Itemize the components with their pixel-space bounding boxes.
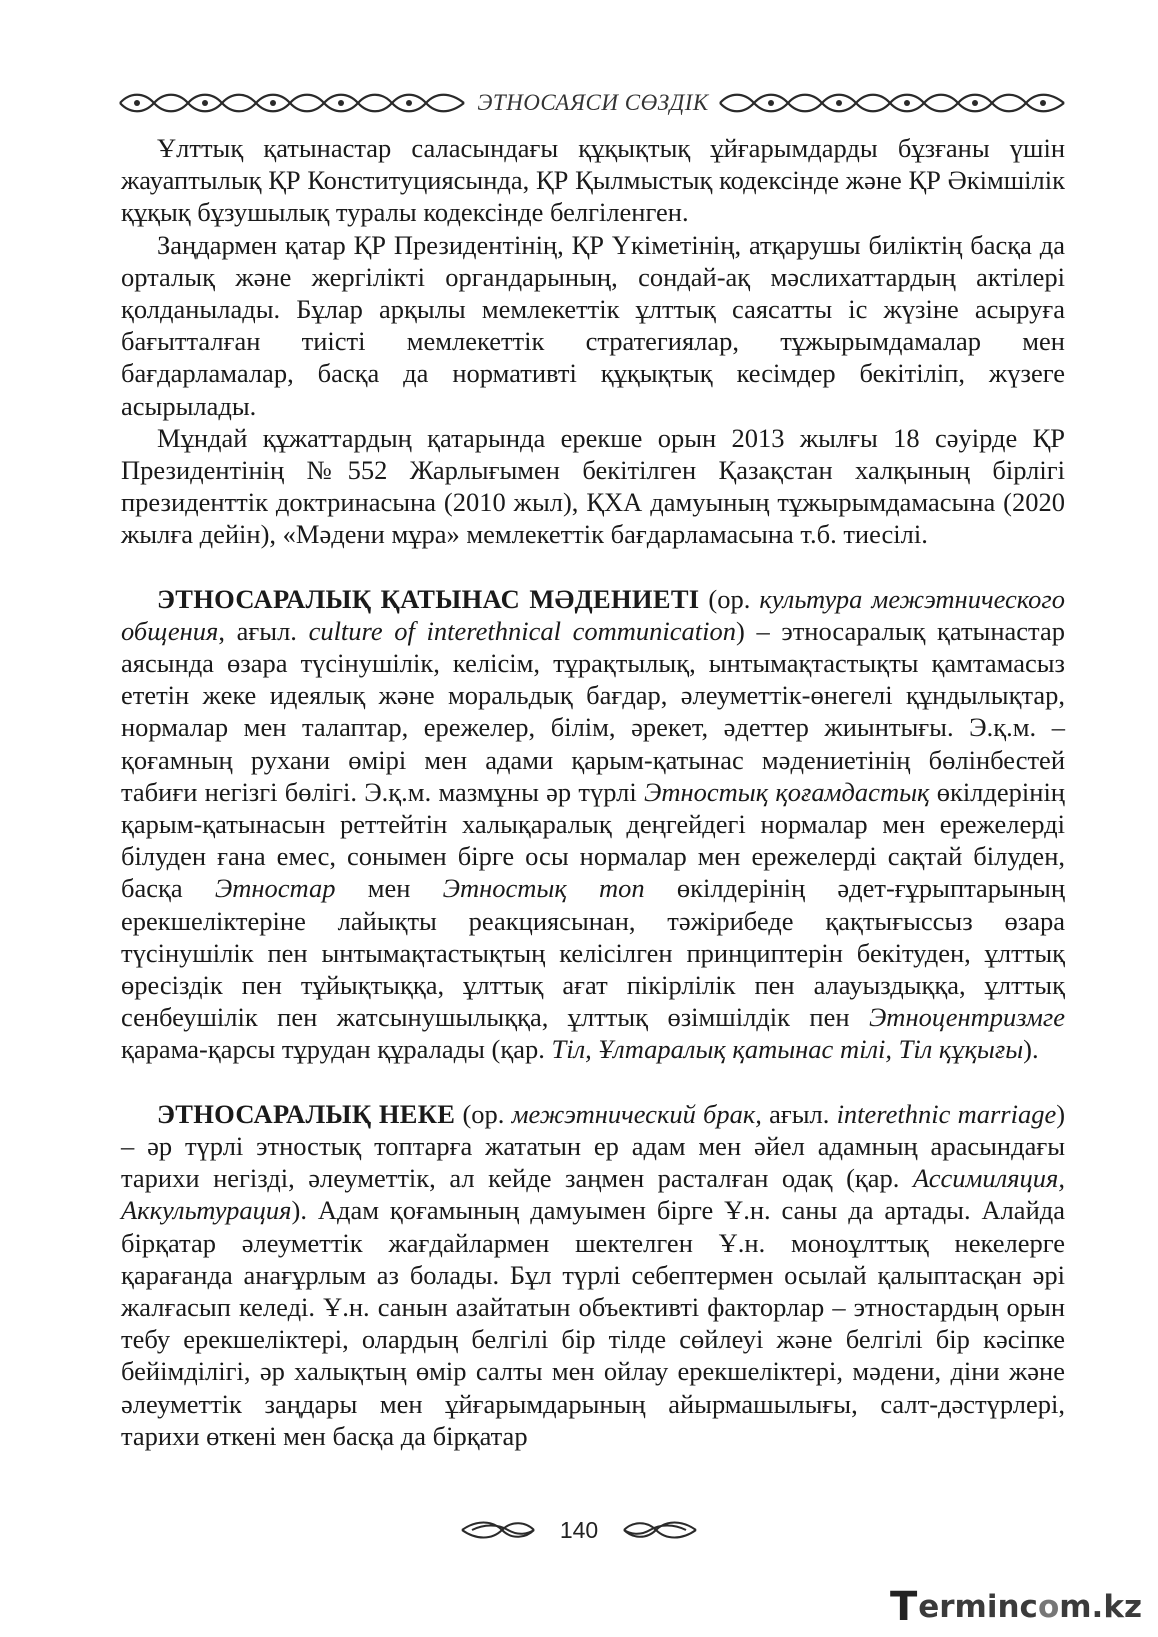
cross-reference: Тіл, Ұлтаралық қатынас тілі, Тіл құқығы	[551, 1034, 1024, 1065]
paragraph: Ұлттық қатынастар саласындағы құқықтық ұйғарымдарды бұзғаны үшін жауаптылық ҚР Конституциясында, ҚР Қылмыстық кодексінде және ҚР Әкімшілік құқық бұзушылық туралы кодексінде белгіленген.	[121, 133, 1065, 228]
cross-reference: Этностық топ	[442, 873, 645, 904]
entry-text: , ағыл.	[218, 615, 309, 646]
watermark-text: ermin	[918, 1589, 1020, 1625]
paragraph: Мұндай құжаттардың қатарында ерекше орын 2013 жылғы 18 сәуірде ҚР Президентінің №552 Жарлығымен бекітілген Қазақстан халқының бірлігі президенттік доктринасына (2010 жыл), ҚХА дамуының тұжырымдамасына (2020 жылға дейін), «Мәдени мұра» мемлекеттік бағдарламасына т.б. тиесілі.	[121, 422, 1065, 550]
english-equivalent: culture of interethnical communication	[308, 615, 736, 646]
page-number: 140	[559, 1516, 599, 1543]
running-header	[118, 86, 1068, 120]
header-title: ЭТНОСАЯСИ СӨЗДІК	[477, 90, 709, 115]
entry-term: ЭТНОСАРАЛЫҚ НЕКЕ	[157, 1098, 456, 1129]
flourish-left-icon	[458, 1518, 538, 1542]
english-equivalent: interethnic marriage	[836, 1098, 1057, 1129]
page-body	[121, 132, 1065, 1452]
cross-reference: Этностар	[214, 873, 336, 904]
watermark-text: o	[1037, 1589, 1060, 1625]
entry-text: (ор.	[699, 583, 760, 614]
entry-text: ). Адам қоғамының дамуымен бірге Ұ.н. саны да артады. Алайда бірқатар әлеуметтік жағдайлармен шектелген Ұ.н. моноұлттық некелерге қарағанда анағұрлым аз болады. Бұл түрлі себептермен осылай қалыптасқан әрі жалғасып келеді. Ұ.н. санын азайтатын объективті факторлар – этностардың орын тебу ерекшеліктері, олардың белгілі бір тілде сөйлеуі және белгілі бір кәсіпке бейімділігі, әр халықтың өмір салты мен ойлау ерекшеліктері, мәдени, діни және әлеуметтік заңдары мен ұйғарымдарының айырмашылығы, салт-дәстүрлері, тарихи өткені мен басқа да бірқатар	[121, 1195, 1065, 1451]
entry-text: қарама-қарсы тұрудан құралады (қар.	[121, 1034, 552, 1065]
cross-reference: Ассимиляция, Аккультурация	[121, 1163, 1065, 1226]
russian-equivalent: культура межэтнического общения	[121, 583, 1065, 646]
watermark-text: c	[1019, 1589, 1038, 1625]
entry-text: өкілдерінің қарым-қатынасын реттейтін халықаралық деңгейдегі нормалар мен ережелерді білуден ғана емес, сонымен бірге осы нормалар мен ережелерді сақтай білуден, басқа	[121, 776, 1065, 904]
cross-reference: Этностық қоғамдастық	[644, 776, 930, 807]
ornament-left-icon	[118, 90, 468, 116]
dictionary-entry	[121, 1098, 1065, 1452]
paragraph: Заңдармен қатар ҚР Президентінің, ҚР Үкіметінің, атқарушы биліктің басқа да орталық және жергілікті органдарының, сондай-ақ мәслихаттардың актілері қолданылады. Бұлар арқылы мемлекеттік ұлттық саясатты іс жүзіне асыруға бағытталған тиісті мемлекеттік стратегиялар, тұжырымдамалар мен бағдарламалар, басқа да нормативті құқықтық кесімдер бекітіліп, жүзеге асырылады.	[121, 229, 1065, 421]
flourish-right-icon	[620, 1518, 700, 1542]
page-footer	[0, 1510, 1158, 1550]
watermark-letter: T	[889, 1584, 918, 1630]
entry-text: ) – әр түрлі этностық топтарға жататын ер адам мен әйел адамның арасындағы тарихи негізді, әлеуметтік, ал кейде заңмен расталған одақ (қар.	[121, 1098, 1066, 1194]
cross-reference: Этноцентризмге	[868, 1002, 1065, 1033]
entry-text: өкілдерінің әдет-ғұрыптарының ерекшеліктеріне лайықты реакциясынан, тәжірибеде қақтығыссыз өзара түсінушілік пен ынтымақтастықтың келісілген принциптерін бекітуден, ұлттық өресіздік пен тұйықтыққа, ұлттық ағат пікірлілік пен алауыздыққа, ұлттық сенбеушілік пен жатсынушылыққа, ұлттық өзімшілдік пен	[121, 873, 1066, 1033]
dictionary-entry	[121, 583, 1065, 1066]
watermark-text: m.kz	[1059, 1589, 1142, 1625]
entry-text: ) – этносаралық қатынастар аясында өзара түсінушілік, келісім, тұрақтылық, ынтымақтастықты қамтамасыз ететін жеке идеялық және моральдық бағдар, әлеуметтік-өнегелі құндылықтар, нормалар мен талаптар, ережелер, білім, әрекет, әдеттер жиынтығы. Э.қ.м. – қоғамның рухани өмірі мен адами қарым-қатынас мәдениетінің бөлінбестей табиғи негізгі бөлігі. Э.қ.м. мазмұны әр түрлі	[121, 615, 1065, 807]
entry-text: мен	[335, 873, 443, 904]
entry-text: (ор.	[455, 1098, 512, 1129]
entry-term: ЭТНОСАРАЛЫҚ ҚАТЫНАС МӘДЕНИЕТІ	[157, 583, 700, 614]
ornament-right-icon	[718, 90, 1068, 116]
entry-text: ).	[1023, 1034, 1039, 1065]
russian-equivalent: межэтнический брак,	[511, 1098, 762, 1129]
entry-text: ағыл.	[761, 1098, 837, 1129]
watermark-logo	[890, 1585, 1142, 1629]
